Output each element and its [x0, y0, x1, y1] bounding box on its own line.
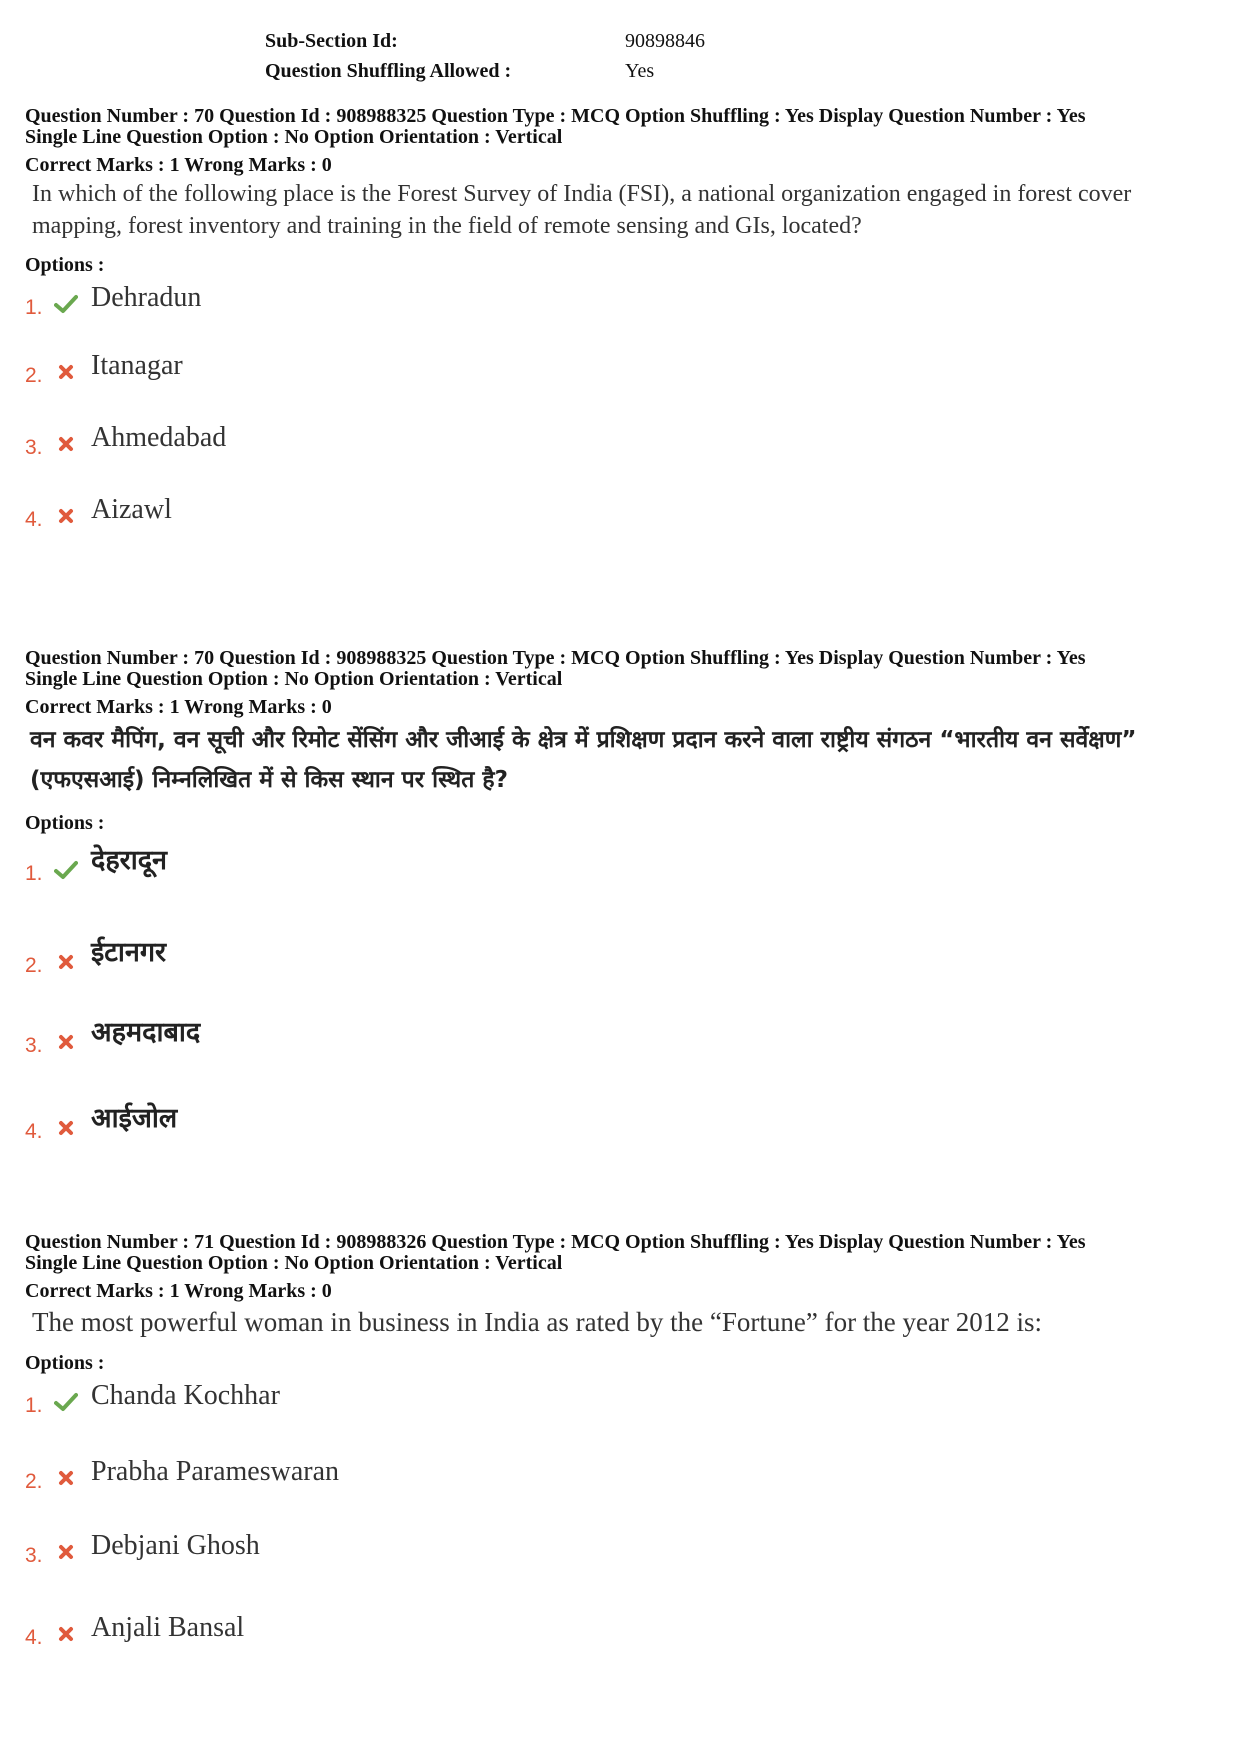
option-item: [25, 422, 1220, 494]
option-text: आईजोल: [91, 1103, 178, 1134]
check-icon: [51, 858, 81, 882]
option-number: 2.: [25, 954, 43, 977]
question-meta-line: Question Number : 70 Question Id : 908988325 Question Type : MCQ Option Shuffling : Yes Display Question Number : Yes: [25, 647, 1086, 669]
question-shuffling-label: Question Shuffling Allowed :: [265, 60, 512, 82]
sub-section-id-value: 90898846: [625, 30, 705, 52]
marks-line: Correct Marks : 1 Wrong Marks : 0: [25, 154, 332, 176]
option-item: [25, 1456, 1220, 1530]
option-text: Prabha Parameswaran: [91, 1456, 340, 1487]
cross-icon: [51, 432, 81, 456]
marks-line: Correct Marks : 1 Wrong Marks : 0: [25, 696, 332, 718]
cross-icon: [51, 1466, 81, 1490]
option-item: [25, 1380, 1220, 1456]
question-meta-line: Question Number : 70 Question Id : 908988325 Question Type : MCQ Option Shuffling : Yes Display Question Number : Yes: [25, 105, 1086, 127]
sub-section-header: [265, 26, 705, 86]
option-text: Anjali Bansal: [91, 1612, 245, 1643]
option-item: [25, 282, 1220, 350]
option-number: 3.: [25, 1544, 43, 1567]
question-meta-line: Single Line Question Option : No Option Orientation : Vertical: [25, 668, 563, 690]
options-heading: Options :: [25, 254, 105, 276]
option-number: 4.: [25, 1626, 43, 1649]
option-text: Debjani Ghosh: [91, 1530, 260, 1561]
option-text: देहरादून: [91, 845, 168, 876]
sub-section-id-label: Sub-Section Id:: [265, 30, 398, 52]
question-meta-line: Question Number : 71 Question Id : 908988326 Question Type : MCQ Option Shuffling : Yes Display Question Number : Yes: [25, 1231, 1086, 1253]
option-item: [25, 350, 1220, 422]
option-item: [25, 1612, 1220, 1672]
option-item: [25, 1530, 1220, 1612]
option-number: 4.: [25, 508, 43, 531]
options-list: [25, 282, 1220, 554]
question-block: [25, 106, 1220, 554]
option-text: Itanagar: [91, 350, 183, 381]
option-text: Ahmedabad: [91, 422, 227, 453]
option-item: [25, 932, 1220, 1012]
options-heading: Options :: [25, 812, 105, 834]
option-item: [25, 840, 1220, 932]
check-icon: [51, 1390, 81, 1414]
cross-icon: [51, 504, 81, 528]
option-number: 1.: [25, 862, 43, 885]
check-icon: [51, 292, 81, 316]
option-text: अहमदाबाद: [91, 1017, 201, 1048]
cross-icon: [51, 1116, 81, 1140]
options-list: [25, 840, 1220, 1158]
cross-icon: [51, 1030, 81, 1054]
question-block: [25, 1232, 1220, 1672]
option-number: 2.: [25, 364, 43, 387]
question-meta-line: Single Line Question Option : No Option Orientation : Vertical: [25, 126, 563, 148]
options-list: [25, 1380, 1220, 1672]
option-text: Chanda Kochhar: [91, 1380, 280, 1411]
question-shuffling-value: Yes: [625, 60, 655, 82]
question-text: वन कवर मैपिंग, वन सूची और रिमोट सेंसिंग और जीआई के क्षेत्र में प्रशिक्षण प्रदान करने वाला राष्ट्रीय संगठन “भारतीय वन सर्वेक्षण” (एफएसआई) निम्नलिखित में से किस स्थान पर स्थित है?: [30, 727, 1137, 793]
question-text: In which of the following place is the Forest Survey of India (FSI), a national organization engaged in forest cover mapping, forest inventory and training in the field of remote sensing and GIs, located?: [32, 181, 1132, 239]
cross-icon: [51, 1540, 81, 1564]
option-number: 2.: [25, 1470, 43, 1493]
options-heading: Options :: [25, 1352, 105, 1374]
option-text: ईटानगर: [91, 937, 167, 968]
option-text: Dehradun: [91, 282, 202, 313]
option-text: Aizawl: [91, 494, 172, 525]
option-item: [25, 1098, 1220, 1158]
option-item: [25, 494, 1220, 554]
option-item: [25, 1012, 1220, 1098]
cross-icon: [51, 1622, 81, 1646]
question-text: The most powerful woman in business in India as rated by the “Fortune” for the year 2012 is:: [32, 1307, 1043, 1337]
marks-line: Correct Marks : 1 Wrong Marks : 0: [25, 1280, 332, 1302]
option-number: 3.: [25, 1034, 43, 1057]
option-number: 4.: [25, 1120, 43, 1143]
cross-icon: [51, 950, 81, 974]
option-number: 3.: [25, 436, 43, 459]
option-number: 1.: [25, 1394, 43, 1417]
question-block: [25, 648, 1220, 1158]
cross-icon: [51, 360, 81, 384]
question-meta-line: Single Line Question Option : No Option Orientation : Vertical: [25, 1252, 563, 1274]
option-number: 1.: [25, 296, 43, 319]
